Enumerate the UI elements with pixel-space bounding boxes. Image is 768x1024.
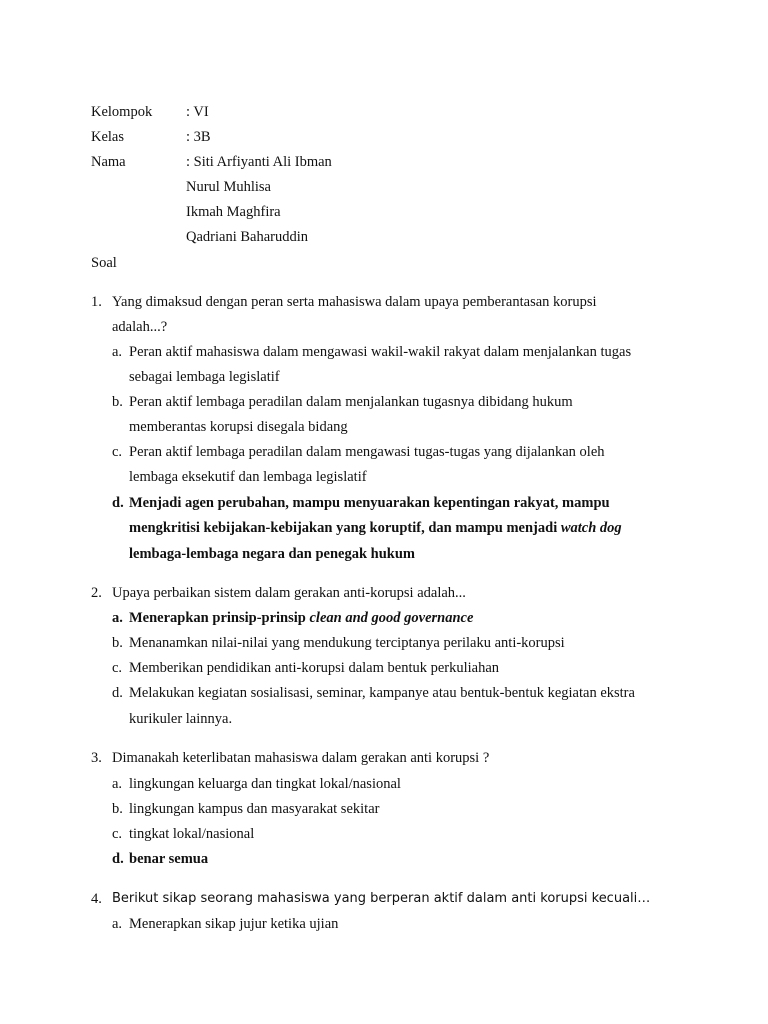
option-text: kurikuler lainnya. <box>129 711 233 727</box>
option-text: Menerapkan sikap jujur ketika ujian <box>129 916 339 932</box>
kelas-value: : 3B <box>186 129 211 145</box>
option-text-part: Menerapkan prinsip-prinsip <box>129 610 310 626</box>
question-number: 4. <box>91 891 102 907</box>
option-text-correct: benar semua <box>129 851 209 867</box>
nama-value-2: Nurul Muhlisa <box>186 179 271 195</box>
option-letter-correct: d. <box>112 495 124 511</box>
option-text: lingkungan keluarga dan tingkat lokal/nasional <box>129 776 401 792</box>
option-text: Peran aktif lembaga peradilan dalam menjalankan tugasnya dibidang hukum <box>129 394 573 410</box>
option-text-part: mengkritisi kebijakan-kebijakan yang koruptif, dan mampu menjadi <box>129 520 561 536</box>
option-text: Peran aktif mahasiswa dalam mengawasi wakil-wakil rakyat dalam menjalankan tugas <box>129 344 632 360</box>
kelompok-value: : VI <box>186 104 209 120</box>
option-letter: a. <box>112 344 123 360</box>
question-text: Upaya perbaikan sistem dalam gerakan anti-korupsi adalah... <box>112 585 466 601</box>
nama-value-3: Ikmah Maghfira <box>186 204 281 220</box>
question-text: Dimanakah keterlibatan mahasiswa dalam gerakan anti korupsi ? <box>112 750 490 766</box>
option-letter: d. <box>112 685 123 701</box>
option-letter: b. <box>112 635 123 651</box>
option-letter: a. <box>112 776 123 792</box>
kelas-label: Kelas <box>91 129 125 145</box>
option-text: Memberikan pendidikan anti-korupsi dalam bentuk perkuliahan <box>129 660 500 676</box>
kelompok-label: Kelompok <box>91 104 153 120</box>
question-text-line: adalah...? <box>112 319 168 335</box>
nama-label: Nama <box>91 154 126 170</box>
option-text-correct <box>129 609 473 627</box>
option-text: lembaga eksekutif dan lembaga legislatif <box>129 469 367 485</box>
option-text: Melakukan kegiatan sosialisasi, seminar, kampanye atau bentuk-bentuk kegiatan ekstra <box>129 685 635 701</box>
option-letter-correct: d. <box>112 851 124 867</box>
option-letter: c. <box>112 660 123 676</box>
option-letter: b. <box>112 394 123 410</box>
option-text: Peran aktif lembaga peradilan dalam mengawasi tugas-tugas yang dijalankan oleh <box>129 444 605 460</box>
option-text-italic: clean and good governance <box>309 610 474 626</box>
option-letter-correct: a. <box>112 610 123 626</box>
option-text: lingkungan kampus dan masyarakat sekitar <box>129 801 380 817</box>
question-number: 2. <box>91 585 102 601</box>
option-text: sebagai lembaga legislatif <box>129 369 280 385</box>
question-text-line: Yang dimaksud dengan peran serta mahasiswa dalam upaya pemberantasan korupsi <box>112 294 597 310</box>
question-text: Berikut sikap seorang mahasiswa yang berperan aktif dalam anti korupsi kecuali… <box>112 891 651 906</box>
soal-label: Soal <box>91 255 117 271</box>
option-text: Menanamkan nilai-nilai yang mendukung terciptanya perilaku anti-korupsi <box>129 635 565 651</box>
option-letter: c. <box>112 826 123 842</box>
option-letter: b. <box>112 801 123 817</box>
option-text: memberantas korupsi disegala bidang <box>129 419 348 435</box>
option-text: tingkat lokal/nasional <box>129 826 255 842</box>
question-number: 3. <box>91 750 102 766</box>
option-text-correct <box>129 519 622 537</box>
option-letter: a. <box>112 916 123 932</box>
nama-value-1: : Siti Arfiyanti Ali Ibman <box>186 154 332 170</box>
option-letter: c. <box>112 444 123 460</box>
nama-value-4: Qadriani Baharuddin <box>186 229 309 245</box>
option-text-correct: Menjadi agen perubahan, mampu menyuarakan kepentingan rakyat, mampu <box>129 495 610 511</box>
option-text-italic: watch dog <box>560 520 622 536</box>
option-text-correct: lembaga-lembaga negara dan penegak hukum <box>129 546 416 562</box>
question-number: 1. <box>91 294 102 310</box>
